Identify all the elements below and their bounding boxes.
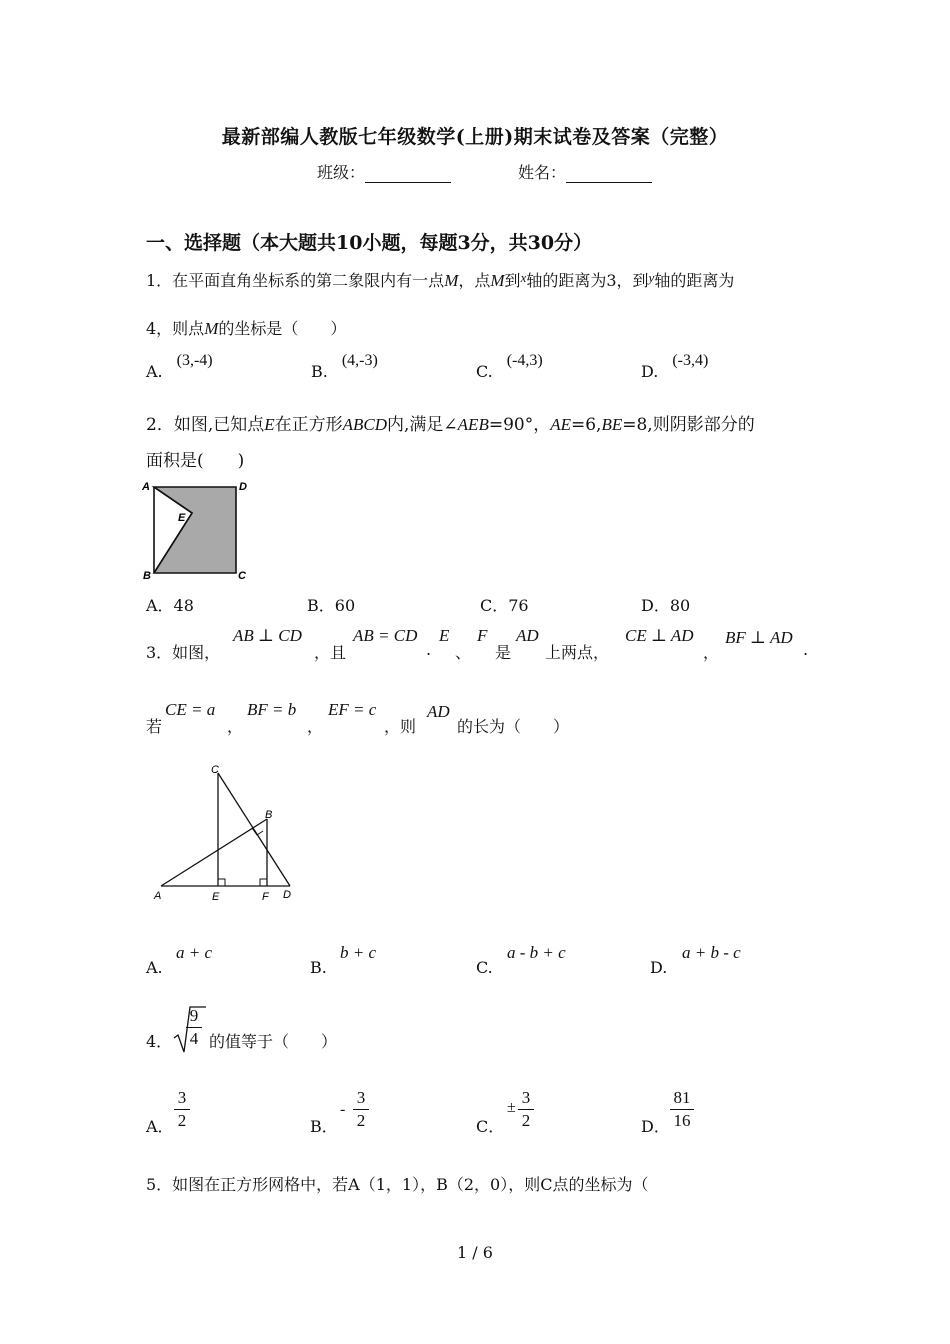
q2-option-a[interactable]: A．48	[146, 596, 194, 615]
q1-var-m3: M	[204, 319, 219, 338]
q3-text-11: 的长为（ ）	[457, 717, 570, 736]
name-blank[interactable]	[566, 166, 652, 183]
q3-right-angle-e	[218, 879, 225, 886]
q1-option-b-value: (4,‑3)	[341, 352, 378, 369]
q1-text-d: 轴的距离为3，到	[526, 271, 649, 290]
q3-math-bf-perp-ad: BF ⊥ AD	[725, 628, 793, 647]
name-label: 姓名：	[518, 163, 567, 182]
q4-option-b-den: 2	[356, 1111, 366, 1130]
q4-option-a-fraction	[174, 1088, 190, 1131]
q1-var-m2: M	[490, 271, 505, 290]
q2-label-e: E	[178, 512, 186, 524]
q3-text-10: ，则	[384, 717, 417, 736]
q1-option-c[interactable]	[476, 350, 543, 381]
q1-option-c-value: (‑4,3)	[506, 352, 543, 369]
q4-option-b-sign: ‑	[340, 1101, 346, 1118]
q3-text-1: ，且	[314, 643, 347, 662]
q4-radicand-den: 4	[189, 1029, 199, 1048]
q1-text-f: 4，则点	[146, 319, 205, 338]
q1-option-d[interactable]	[641, 350, 708, 381]
q3-label-f: F	[262, 891, 269, 903]
q3-option-c-value: a ‑ b + c	[507, 943, 566, 962]
name-field	[518, 160, 652, 183]
q3-option-a-value: a + c	[176, 943, 213, 962]
q2-text-a: 2．如图,已知点	[146, 415, 265, 435]
q3-text-3: 、	[455, 643, 472, 662]
q3-text-7: .	[803, 640, 809, 659]
q1-var-x: x	[520, 270, 527, 285]
q4-prefix: 4．	[146, 1032, 173, 1051]
q2-var-abcd: ABCD	[342, 415, 388, 434]
q3-text-8: ，	[227, 717, 244, 736]
q1-option-d-value: (‑3,4)	[672, 352, 709, 369]
q3-line-ab	[161, 819, 267, 886]
q1-option-b-label: B.	[311, 362, 328, 381]
q3-math-ad: AD	[516, 626, 539, 645]
q4-option-c-sign: ±	[507, 1099, 516, 1116]
q3-text-2: .	[426, 640, 432, 659]
q2-var-be: BE	[601, 415, 623, 434]
q3-text-prefix: 3．如图，	[146, 643, 221, 662]
q2-text-b: 在正方形	[274, 415, 343, 435]
q3-label-c: C	[211, 764, 219, 776]
q2-line2: 面积是( )	[146, 451, 245, 471]
q4-option-b-num: 3	[356, 1088, 366, 1107]
q3-math-ce-perp-ad: CE ⊥ AD	[625, 626, 694, 645]
q2-shaded-region	[154, 487, 236, 573]
q3-math-ce-eq-a: CE = a	[165, 700, 216, 719]
q3-math-ad-2: AD	[427, 702, 450, 721]
q3-math-ab-eq-cd: AB = CD	[353, 626, 418, 645]
q4-suffix: 的值等于（ ）	[209, 1032, 338, 1051]
q3-option-a[interactable]: A.	[146, 958, 163, 977]
q1-var-y: y	[648, 270, 655, 285]
q3-text-6: ，	[703, 643, 720, 662]
q3-triangle-figure	[150, 760, 300, 905]
q3-text-9: ，	[307, 717, 324, 736]
q1-text-b: ，点	[458, 271, 491, 290]
q1-line1	[146, 268, 734, 291]
q2-option-d[interactable]: D．80	[641, 596, 691, 615]
q3-math-bf-eq-b: BF = b	[247, 700, 297, 719]
q4-option-a[interactable]: A．	[146, 1117, 174, 1136]
page-title: 最新部编人教版七年级数学(上册)期末试卷及答案（完整）	[221, 126, 729, 148]
q2-option-b[interactable]: B．60	[307, 596, 356, 615]
q3-label-a: A	[154, 890, 162, 902]
q3-label-b: B	[265, 809, 273, 821]
page-number: 1 / 6	[457, 1243, 493, 1262]
q4-option-a-num: 3	[177, 1088, 187, 1107]
q3-option-b-value: b + c	[340, 943, 377, 962]
q2-label-c: C	[238, 570, 246, 582]
q1-var-m: M	[444, 271, 459, 290]
q1-text-g: 的坐标是（ ）	[218, 319, 347, 338]
q4-radicand-fraction	[186, 1006, 202, 1049]
q2-label-a: A	[142, 481, 150, 493]
q1-text-c: 到	[504, 271, 521, 290]
section-heading: 一、选择题（本大题共10小题，每题3分，共30分）	[146, 232, 593, 254]
q3-math-ab-perp-cd: AB ⊥ CD	[233, 626, 302, 645]
q1-option-a[interactable]	[146, 350, 213, 381]
q4-option-c-fraction	[518, 1088, 534, 1131]
q4-option-c-num: 3	[521, 1088, 531, 1107]
q3-option-d-value: a + b ‑ c	[682, 943, 741, 962]
q4-option-d-fraction	[670, 1088, 694, 1131]
q2-label-b: B	[143, 570, 151, 582]
q4-option-d-den: 16	[673, 1111, 691, 1130]
q3-math-ef-eq-c: EF = c	[328, 700, 377, 719]
q4-option-c[interactable]: C．	[476, 1117, 505, 1136]
q2-square-figure	[140, 476, 255, 584]
q1-option-c-label: C.	[476, 362, 493, 381]
q2-var-ae: AE	[550, 415, 571, 434]
q4-option-d[interactable]: D．	[641, 1117, 670, 1136]
class-blank[interactable]	[365, 166, 451, 183]
q3-right-angle-f	[260, 879, 267, 886]
q3-option-d[interactable]: D.	[650, 958, 668, 977]
q2-text-f: =8,则阴影部分的	[622, 415, 755, 435]
q4-option-b-fraction	[353, 1088, 369, 1131]
q1-line2	[146, 316, 346, 339]
q3-label-e: E	[212, 891, 220, 903]
q4-option-b[interactable]: B．	[310, 1117, 338, 1136]
q2-line1	[146, 410, 755, 435]
q2-text-d: =90°，	[488, 415, 551, 435]
q1-option-d-label: D.	[641, 362, 659, 381]
class-label: 班级：	[317, 163, 366, 182]
q4-option-d-num: 81	[673, 1088, 691, 1107]
q1-option-a-value: (3,‑4)	[176, 352, 213, 369]
q5-text: 5．如图在正方形网格中，若A（1，1），B（2，0），则C点的坐标为（	[146, 1175, 649, 1194]
q2-text-c: 内,满足∠	[387, 415, 458, 435]
q4-option-a-den: 2	[177, 1111, 187, 1130]
q3-text-5: 上两点，	[545, 643, 610, 662]
q2-label-d: D	[239, 481, 247, 493]
q1-text-e: 轴的距离为	[654, 271, 735, 290]
class-field	[317, 160, 451, 183]
q3-label-d: D	[283, 889, 291, 901]
q2-option-c[interactable]: C．76	[480, 596, 529, 615]
q3-math-e: E	[439, 626, 450, 645]
q1-option-b[interactable]	[311, 350, 378, 381]
q3-text-4: 是	[495, 643, 512, 662]
q2-var-aeb: AEB	[457, 415, 489, 434]
q3-text-l2-prefix: 若	[146, 717, 163, 736]
q3-option-b[interactable]: B.	[310, 958, 327, 977]
q3-option-c[interactable]: C.	[476, 958, 493, 977]
q3-line-cd	[218, 773, 290, 886]
q4-option-c-den: 2	[521, 1111, 531, 1130]
q1-option-a-label: A.	[146, 362, 163, 381]
q2-text-e: =6,	[571, 415, 602, 435]
q4-radicand-num: 9	[189, 1006, 199, 1025]
q1-text-a: 1．在平面直角坐标系的第二象限内有一点	[146, 271, 445, 290]
q2-var-e: E	[264, 415, 275, 434]
q3-math-f: F	[477, 626, 488, 645]
